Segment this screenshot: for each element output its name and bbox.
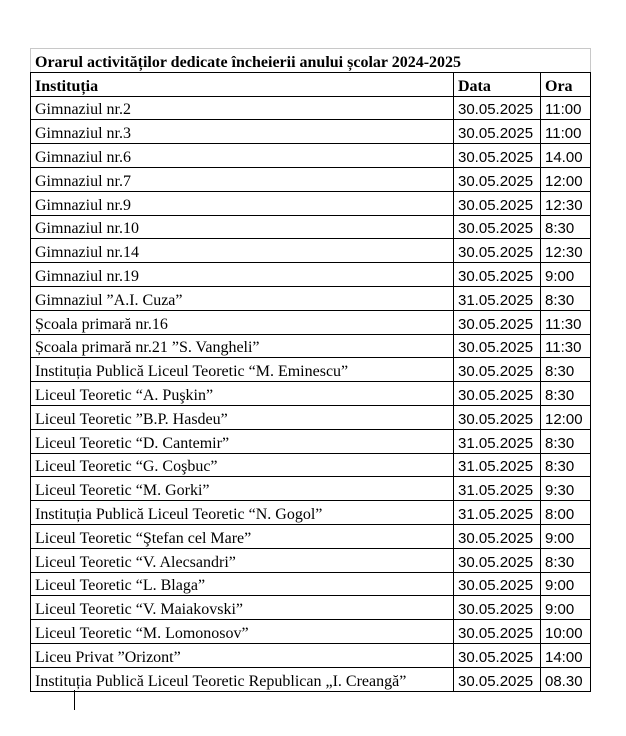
table-row — [31, 96, 591, 120]
time-cell: 9:00 — [541, 572, 591, 596]
date-cell: 30.05.2025 — [454, 215, 541, 239]
date-cell: 30.05.2025 — [454, 167, 541, 191]
institution-cell: Gimnaziul nr.14 — [31, 239, 454, 263]
date-cell: 30.05.2025 — [454, 191, 541, 215]
time-cell: 12:30 — [541, 191, 591, 215]
institution-cell: Liceul Teoretic “G. Coşbuc” — [31, 453, 454, 477]
time-cell: 8:30 — [541, 382, 591, 406]
table-row — [31, 477, 591, 501]
date-cell: 30.05.2025 — [454, 382, 541, 406]
date-cell: 30.05.2025 — [454, 572, 541, 596]
table-row — [31, 667, 591, 691]
date-cell: 30.05.2025 — [454, 334, 541, 358]
date-cell: 30.05.2025 — [454, 239, 541, 263]
institution-cell: Gimnaziul nr.19 — [31, 263, 454, 287]
institution-cell: Liceul Teoretic “Ştefan cel Mare” — [31, 524, 454, 548]
title-row — [31, 49, 591, 73]
table-row — [31, 501, 591, 525]
table-row — [31, 596, 591, 620]
table-row — [31, 620, 591, 644]
header-institution: Instituția — [31, 72, 454, 96]
table-row — [31, 643, 591, 667]
institution-cell: Liceul Teoretic “L. Blaga” — [31, 572, 454, 596]
time-cell: 10:00 — [541, 620, 591, 644]
institution-cell: Școala primară nr.21 ”S. Vangheli” — [31, 334, 454, 358]
table-row — [31, 167, 591, 191]
institution-cell: Gimnaziul nr.10 — [31, 215, 454, 239]
institution-cell: Liceul Teoretic “D. Cantemir” — [31, 429, 454, 453]
institution-cell: Liceu Privat ”Orizont” — [31, 643, 454, 667]
table-row — [31, 524, 591, 548]
time-cell: 8:30 — [541, 286, 591, 310]
table-row — [31, 239, 591, 263]
institution-cell: Gimnaziul ”A.I. Cuza” — [31, 286, 454, 310]
date-cell: 31.05.2025 — [454, 429, 541, 453]
date-cell: 30.05.2025 — [454, 643, 541, 667]
header-date: Data — [454, 72, 541, 96]
institution-cell: Gimnaziul nr.3 — [31, 120, 454, 144]
date-cell: 30.05.2025 — [454, 263, 541, 287]
time-cell: 9:00 — [541, 524, 591, 548]
date-cell: 30.05.2025 — [454, 144, 541, 168]
institution-cell: Instituția Publică Liceul Teoretic “M. Eminescu” — [31, 358, 454, 382]
institution-cell: Instituția Publică Liceul Teoretic Republican „I. Creangă” — [31, 667, 454, 691]
time-cell: 11:00 — [541, 120, 591, 144]
header-time: Ora — [541, 72, 591, 96]
table-row — [31, 548, 591, 572]
time-cell: 12:00 — [541, 405, 591, 429]
table-row — [31, 191, 591, 215]
date-cell: 30.05.2025 — [454, 620, 541, 644]
time-cell: 9:00 — [541, 263, 591, 287]
date-cell: 31.05.2025 — [454, 477, 541, 501]
time-cell: 12:00 — [541, 167, 591, 191]
date-cell: 30.05.2025 — [454, 310, 541, 334]
date-cell: 30.05.2025 — [454, 405, 541, 429]
date-cell: 30.05.2025 — [454, 667, 541, 691]
date-cell: 31.05.2025 — [454, 286, 541, 310]
institution-cell: Liceul Teoretic “V. Maiakovski” — [31, 596, 454, 620]
time-cell: 9:00 — [541, 596, 591, 620]
date-cell: 30.05.2025 — [454, 596, 541, 620]
table-row — [31, 286, 591, 310]
time-cell: 12:30 — [541, 239, 591, 263]
date-cell: 31.05.2025 — [454, 501, 541, 525]
table-row — [31, 334, 591, 358]
table-row — [31, 453, 591, 477]
institution-cell: Gimnaziul nr.6 — [31, 144, 454, 168]
table-row — [31, 358, 591, 382]
table-row — [31, 144, 591, 168]
time-cell: 8:30 — [541, 429, 591, 453]
table-row — [31, 572, 591, 596]
institution-cell: Gimnaziul nr.2 — [31, 96, 454, 120]
document-title: Orarul activităților dedicate încheierii anului școlar 2024-2025 — [31, 49, 591, 73]
institution-cell: Instituția Publică Liceul Teoretic “N. Gogol” — [31, 501, 454, 525]
institution-cell: Liceul Teoretic “A. Puşkin” — [31, 382, 454, 406]
header-row — [31, 72, 591, 96]
time-cell: 14:00 — [541, 643, 591, 667]
date-cell: 30.05.2025 — [454, 548, 541, 572]
time-cell: 8:30 — [541, 548, 591, 572]
table-row — [31, 405, 591, 429]
date-cell: 30.05.2025 — [454, 358, 541, 382]
table-row — [31, 120, 591, 144]
time-cell: 11:30 — [541, 334, 591, 358]
table-row — [31, 429, 591, 453]
time-cell: 9:30 — [541, 477, 591, 501]
table-row — [31, 215, 591, 239]
table-row — [31, 263, 591, 287]
schedule-table — [30, 48, 591, 692]
time-cell: 8:00 — [541, 501, 591, 525]
date-cell: 30.05.2025 — [454, 120, 541, 144]
time-cell: 8:30 — [541, 215, 591, 239]
time-cell: 11:30 — [541, 310, 591, 334]
time-cell: 08.30 — [541, 667, 591, 691]
date-cell: 30.05.2025 — [454, 524, 541, 548]
time-cell: 8:30 — [541, 453, 591, 477]
institution-cell: Liceul Teoretic “M. Lomonosov” — [31, 620, 454, 644]
institution-cell: Școala primară nr.16 — [31, 310, 454, 334]
date-cell: 30.05.2025 — [454, 96, 541, 120]
institution-cell: Gimnaziul nr.7 — [31, 167, 454, 191]
schedule-table-body — [31, 49, 591, 692]
table-row — [31, 382, 591, 406]
time-cell: 11:00 — [541, 96, 591, 120]
institution-cell: Liceul Teoretic “V. Alecsandri” — [31, 548, 454, 572]
time-cell: 14.00 — [541, 144, 591, 168]
time-cell: 8:30 — [541, 358, 591, 382]
text-cursor — [74, 690, 75, 710]
date-cell: 31.05.2025 — [454, 453, 541, 477]
institution-cell: Liceul Teoretic ”B.P. Hasdeu” — [31, 405, 454, 429]
table-row — [31, 310, 591, 334]
institution-cell: Gimnaziul nr.9 — [31, 191, 454, 215]
institution-cell: Liceul Teoretic “M. Gorki” — [31, 477, 454, 501]
